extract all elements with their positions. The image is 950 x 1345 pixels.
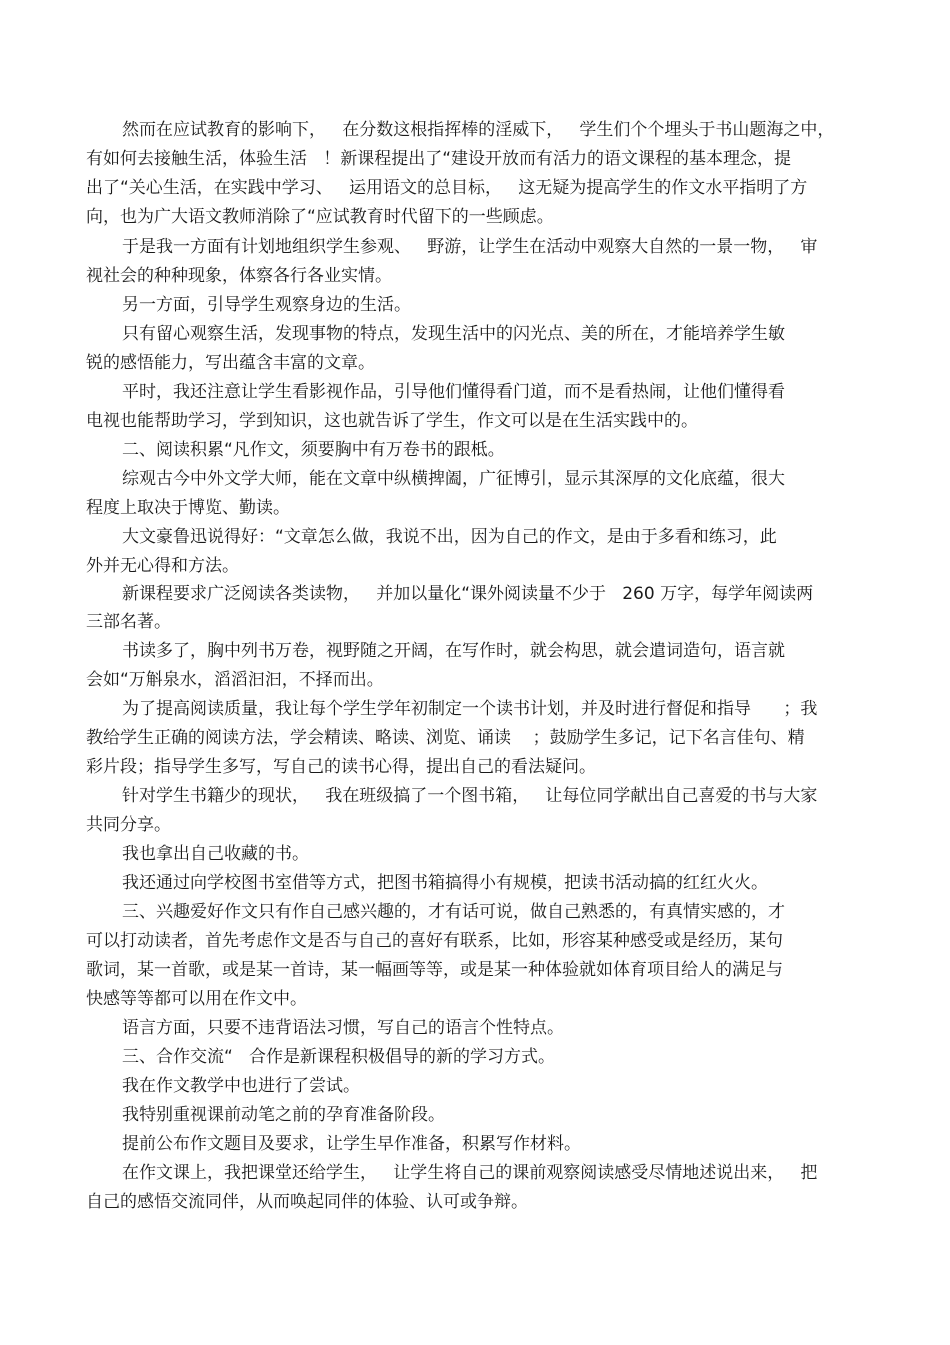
text-line: 为了提高阅读质量，我让每个学生学年初制定一个读书计划，并及时进行督促和指导 ；我: [122, 699, 818, 719]
text-line: 自己的感悟交流同伴，从而唤起同伴的体验、认可或争辩。: [86, 1192, 528, 1212]
text-line: 我在作文教学中也进行了尝试。: [122, 1076, 360, 1096]
text-line: 我也拿出自己收藏的书。: [122, 844, 309, 864]
text-line: 电视也能帮助学习，学到知识，这也就告诉了学生，作文可以是在生活实践中的。: [86, 411, 698, 431]
text-line: 程度上取决于博览、勤读。: [86, 498, 290, 518]
text-line: 有如何去接触生活，体验生活 ！新课程提出了“建设开放而有活力的语文课程的基本理念，提: [86, 149, 792, 169]
text-line: 外并无心得和方法。: [86, 556, 239, 576]
text-line: 三、合作交流“ 合作是新课程积极倡导的新的学习方式。: [122, 1047, 556, 1067]
text-line: 教给学生正确的阅读方法，学会精读、略读、浏览、诵读 ；鼓励学生多记，记下名言佳句、精: [86, 728, 805, 748]
text-line: 我特别重视课前动笔之前的孕育准备阶段。: [122, 1105, 445, 1125]
text-line: 综观古今中外文学大师，能在文章中纵横捭阖，广征博引，显示其深厚的文化底蕴，很大: [122, 469, 785, 489]
text-line: 三部名著。: [86, 612, 171, 632]
text-line: 我还通过向学校图书室借等方式，把图书箱搞得小有规模，把读书活动搞的红红火火。: [122, 873, 768, 893]
text-line: 快感等等都可以用在作文中。: [86, 989, 307, 1009]
text-line: 歌词，某一首歌，或是某一首诗，某一幅画等等，或是某一种体验就如体育项目给人的满足与: [86, 960, 783, 980]
text-line: 针对学生书籍少的现状， 我在班级搞了一个图书箱， 让每位同学献出自己喜爱的书与大家: [122, 786, 818, 806]
text-line: 彩片段；指导学生多写，写自己的读书心得，提出自己的看法疑问。: [86, 757, 596, 777]
text-line: 出了“关心生活，在实践中学习、 运用语文的总目标， 这无疑为提高学生的作文水平指明了方: [86, 178, 808, 198]
text-line: 会如“万斛泉水，滔滔汩汩，不择而出。: [86, 670, 384, 690]
text-line: 语言方面，只要不违背语法习惯，写自己的语言个性特点。: [122, 1018, 564, 1038]
text-line: 新课程要求广泛阅读各类读物， 并加以量化“课外阅读量不少于 260 万字，每学年阅读两: [122, 584, 814, 604]
text-line: 提前公布作文题目及要求，让学生早作准备，积累写作材料。: [122, 1134, 581, 1154]
text-line: 可以打动读者，首先考虑作文是否与自己的喜好有联系，比如，形容某种感受或是经历，某句: [86, 931, 783, 951]
text-line: 于是我一方面有计划地组织学生参观、 野游，让学生在活动中观察大自然的一景一物， 审: [122, 237, 818, 257]
text-line: 只有留心观察生活，发现事物的特点，发现生活中的闪光点、美的所在，才能培养学生敏: [122, 324, 785, 344]
text-line: 锐的感悟能力，写出蕴含丰富的文章。: [86, 353, 375, 373]
text-line: 视社会的种种现象，体察各行各业实情。: [86, 266, 392, 286]
text-line: 共同分享。: [86, 815, 171, 835]
text-line: 二、阅读积累“凡作文，须要胸中有万卷书的跟柢。: [122, 440, 505, 460]
text-line: 向，也为广大语文教师消除了“应试教育时代留下的一些顾虑。: [86, 207, 554, 227]
text-line: 大文豪鲁迅说得好：“文章怎么做，我说不出，因为自己的作文，是由于多看和练习，此: [122, 527, 777, 547]
text-line: 三、兴趣爱好作文只有作自己感兴趣的，才有话可说，做自己熟悉的，有真情实感的，才: [122, 902, 785, 922]
text-line: 另一方面，引导学生观察身边的生活。: [122, 295, 411, 315]
text-line: 在作文课上，我把课堂还给学生， 让学生将自己的课前观察阅读感受尽情地述说出来， 把: [122, 1163, 818, 1183]
text-line: 然而在应试教育的影响下， 在分数这根指挥棒的淫威下， 学生们个个埋头于书山题海之中，: [122, 120, 835, 140]
text-line: 书读多了，胸中列书万卷，视野随之开阔，在写作时，就会构思，就会遣词造句，语言就: [122, 641, 785, 661]
text-line: 平时，我还注意让学生看影视作品，引导他们懂得看门道，而不是看热闹，让他们懂得看: [122, 382, 785, 402]
